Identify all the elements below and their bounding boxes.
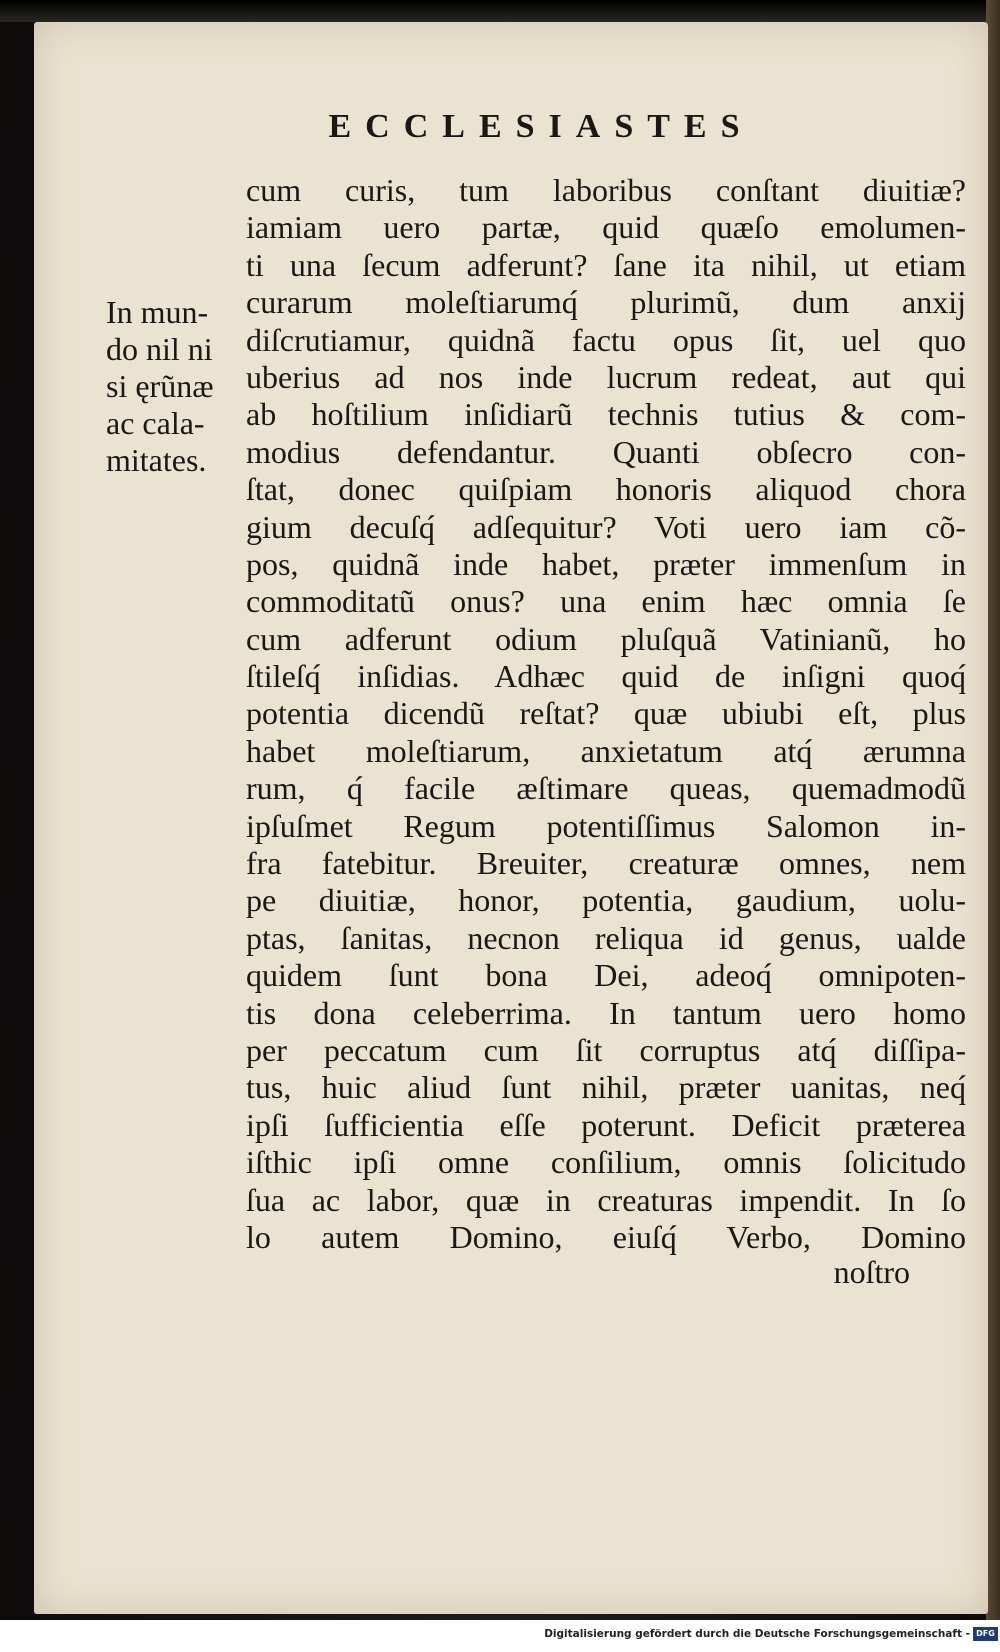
book-page [34, 22, 988, 1614]
text-line: tis dona celeberrima. In tantum uero homo [246, 994, 966, 1031]
text-line: lo autem Domino, eiuſq́ Verbo, Domino [246, 1218, 966, 1255]
text-line: modius defendantur. Quanti obſecro con- [246, 433, 966, 470]
text-line: cum adferunt odium pluſquã Vatinianũ, ho [246, 620, 966, 657]
marginal-note [106, 294, 246, 479]
text-line: per peccatum cum ſit corruptus atq́ diſſipa- [246, 1031, 966, 1068]
text-line: habet moleſtiarum, anxietatum atq́ ærumna [246, 732, 966, 769]
digitization-footer [0, 1620, 1000, 1652]
marginal-note-line: mitates. [106, 442, 207, 478]
text-line: uberius ad nos inde lucrum redeat, aut qui [246, 358, 966, 395]
main-text-block [246, 172, 966, 1256]
text-line: rum, q́ facile æſtimare queas, quemadmodũ [246, 770, 966, 807]
catchword: noſtro [833, 1254, 910, 1290]
text-line: tus, huic aliud ſunt nihil, præter uanitas, neq́ [246, 1069, 966, 1106]
running-head: ECCLESIASTES [328, 108, 754, 145]
text-line: fra fatebitur. Breuiter, creaturæ omnes, nem [246, 845, 966, 882]
text-line: iamiam uero partæ, quid quæſo emolumen- [246, 209, 966, 246]
text-line: ſua ac labor, quæ in creaturas impendit. In ſo [246, 1181, 966, 1218]
marginal-note-line: ac cala- [106, 405, 205, 441]
text-line: iſthic ipſi omne conſilium, omnis ſolicitudo [246, 1144, 966, 1181]
text-line: gium decuſq́ adſequitur? Voti uero iam cõ- [246, 508, 966, 545]
text-line: ab hoſtilium inſidiarũ technis tutius & com- [246, 396, 966, 433]
text-line: cum curis, tum laboribus conſtant diuitiæ? [246, 172, 966, 208]
marginal-note-line: si ęrũnæ [106, 368, 214, 404]
text-line: ſtileſq́ inſidias. Adhæc quid de inſigni quoq́ [246, 658, 966, 695]
text-line: ipſi ſufficientia eſſe poterunt. Deficit præterea [246, 1106, 966, 1143]
text-line: quidem ſunt bona Dei, adeoq́ omnipoten- [246, 957, 966, 994]
book-top-edge [0, 0, 1000, 22]
marginal-note-line: do nil ni [106, 331, 213, 367]
text-line: diſcrutiamur, quidnã factu opus ſit, uel quo [246, 321, 966, 358]
text-line: curarum moleſtiarumq́ plurimũ, dum anxij [246, 284, 966, 321]
text-line: ti una ſecum adferunt? ſane ita nihil, ut etiam [246, 246, 966, 283]
text-line: pos, quidnã inde habet, præter immenſum in [246, 545, 966, 582]
text-line: ſtat, donec quiſpiam honoris aliquod chora [246, 471, 966, 508]
marginal-note-line: In mun- [106, 294, 209, 330]
text-line: ipſuſmet Regum potentiſſimus Salomon in- [246, 807, 966, 844]
text-line: ptas, ſanitas, necnon reliqua id genus, ualde [246, 919, 966, 956]
text-line: pe diuitiæ, honor, potentia, gaudium, uolu- [246, 882, 966, 919]
text-line: potentia dicendũ reſtat? quæ ubiubi eſt, plus [246, 695, 966, 732]
funding-credit: Digitalisierung gefördert durch die Deutsche Forschungsgemeinschaft - [544, 1628, 970, 1640]
book-spine-edge [986, 0, 1000, 1620]
text-line: commoditatũ onus? una enim hæc omnia ſe [246, 583, 966, 620]
dfg-logo: DFG [973, 1627, 998, 1641]
